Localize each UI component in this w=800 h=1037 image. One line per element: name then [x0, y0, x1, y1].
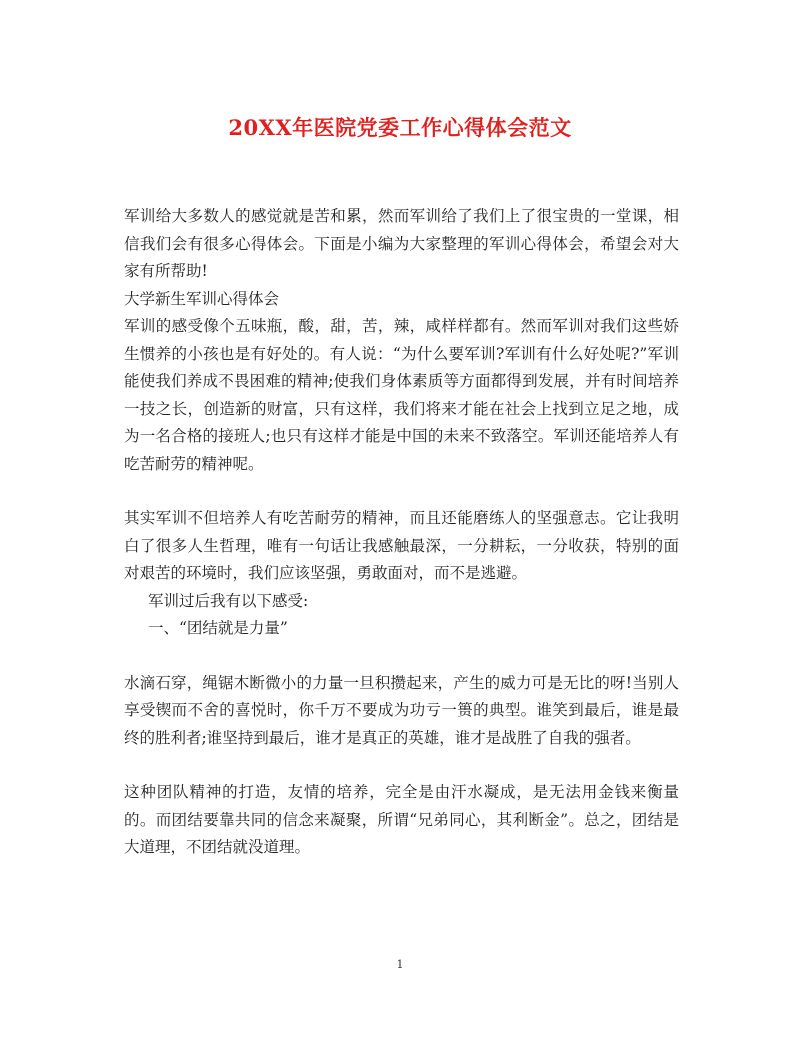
subheading: 一、“团结就是力量”: [148, 619, 288, 637]
document-title: 20XX年医院党委工作心得体会范文: [228, 115, 572, 140]
body-paragraph: 军训的感受像个五味瓶，酸，甜，苦，辣，咸样样都有。然而军训对我们这些娇生惯养的小孩也是有好处的。有人说：“为什么要军训?军训有什么好处呢?”军训能使我们养成不畏困难的精神;使我们身体素质等方面都得到发展，并有时间培养一技之长，创造新的财富，只有这样，我们将来才能在社会上找到立足之地，成为一名合格的接班人;也只有这样才能是中国的未来不致落空。军训还能培养人有吃苦耐劳的精神呢。: [124, 317, 679, 473]
indented-line: 军训过后我有以下感受:: [148, 591, 309, 610]
body-paragraph: 这种团队精神的打造，友情的培养，完全是由汗水凝成，是无法用金钱来衡量的。而团结要靠共同的信念来凝聚，所谓“兄弟同心，其利断金”。总之，团结是大道理，不团结就没道理。: [124, 783, 679, 856]
paragraph-gap: [124, 478, 679, 505]
intro-paragraph: 军训给大多数人的感觉就是苦和累，然而军训给了我们上了很宝贵的一堂课，相信我们会有很多心得体会。下面是小编为大家整理的军训心得体会，希望会对大家有所帮助!: [124, 207, 679, 280]
page-number: 1: [396, 958, 404, 971]
paragraph-gap: [124, 643, 679, 670]
document-body: [124, 203, 679, 862]
body-paragraph: 水滴石穿，绳锯木断微小的力量一旦积攒起来，产生的威力可是无比的呀!当别人享受锲而不舍的喜悦时，你千万不要成为功亏一篑的典型。谁笑到最后，谁是最终的胜利者;谁坚持到最后，谁才是真正的英雄，谁才是战胜了自我的强者。: [124, 673, 679, 747]
section-heading: 大学新生军训心得体会: [124, 289, 280, 308]
paragraph-gap: [124, 752, 679, 779]
body-paragraph: 其实军训不但培养人有吃苦耐劳的精神，而且还能磨练人的坚强意志。它让我明白了很多人生哲理，唯有一句话让我感触最深，一分耕耘，一分收获，特别的面对艰苦的环境时，我们应该坚强，勇敢面对，而不是逃避。: [124, 509, 679, 582]
